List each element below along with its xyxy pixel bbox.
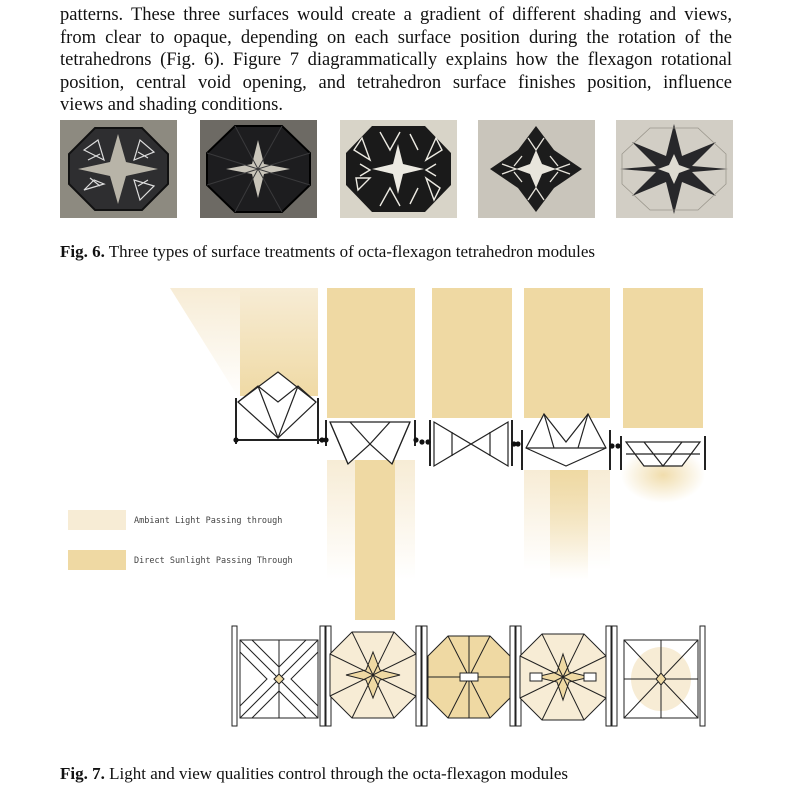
module-photo-image xyxy=(616,120,733,218)
section-module-2 xyxy=(326,420,415,464)
plan-module-5 xyxy=(624,640,698,718)
figure-7-caption xyxy=(60,764,568,784)
legend-swatch-ambient xyxy=(68,510,126,530)
figure-7-diagram xyxy=(60,280,740,750)
module-photo-2 xyxy=(200,120,317,218)
paragraph-line: tetrahedrons (Fig. 6). Figure 7 diagrammatically explains how the flexagon rotational xyxy=(60,50,732,70)
light-beam-4 xyxy=(524,288,610,418)
figure-6-caption-text: Three types of surface treatments of octa-flexagon tetrahedron modules xyxy=(104,242,595,261)
module-photo-3 xyxy=(340,120,457,218)
legend xyxy=(68,510,293,570)
module-photo-5 xyxy=(616,120,733,218)
module-photo-image xyxy=(200,120,317,218)
paragraph-line: views and shading conditions. xyxy=(60,95,284,115)
figure-6-photos xyxy=(60,120,735,218)
legend-swatch-direct xyxy=(68,550,126,570)
paragraph-line: from clear to opaque, depending on each surface position during the rotation of the xyxy=(60,27,732,48)
light-beam-3 xyxy=(432,288,512,418)
figure-7-caption-label: Fig. 7. xyxy=(60,764,105,783)
plan-module-1 xyxy=(240,640,318,718)
light-beam-5 xyxy=(623,288,703,428)
direct-light-below-2 xyxy=(355,460,395,620)
module-photo-1 xyxy=(60,120,177,218)
legend-label-ambient: Ambiant Light Passing through xyxy=(134,516,283,526)
figure-6-caption xyxy=(60,242,595,262)
legend-label-direct: Direct Sunlight Passing Through xyxy=(134,556,293,566)
section-module-4 xyxy=(522,414,610,470)
figure-7-svg xyxy=(60,280,740,750)
module-photo-image xyxy=(340,120,457,218)
direct-light-below-4 xyxy=(550,470,588,580)
ambient-light-funnel xyxy=(170,288,318,400)
plan-module-3 xyxy=(428,636,510,718)
figure-7-caption-text: Light and view qualities control through the octa-flexagon modules xyxy=(104,764,568,783)
figure-6-caption-label: Fig. 6. xyxy=(60,242,105,261)
body-paragraph xyxy=(60,4,732,117)
plan-module-2 xyxy=(330,632,416,718)
module-photo-image xyxy=(60,120,177,218)
section-module-3 xyxy=(430,420,512,466)
plan-module-4 xyxy=(520,634,606,720)
module-photo-image xyxy=(478,120,595,218)
paragraph-line: patterns. These three surfaces would create a gradient of different shading and views, xyxy=(60,5,732,25)
plan-modules xyxy=(232,626,705,726)
module-photo-4 xyxy=(478,120,595,218)
light-beam-2 xyxy=(327,288,415,418)
paragraph-line: position, central void opening, and tetrahedron surface finishes position, influence xyxy=(60,72,732,93)
